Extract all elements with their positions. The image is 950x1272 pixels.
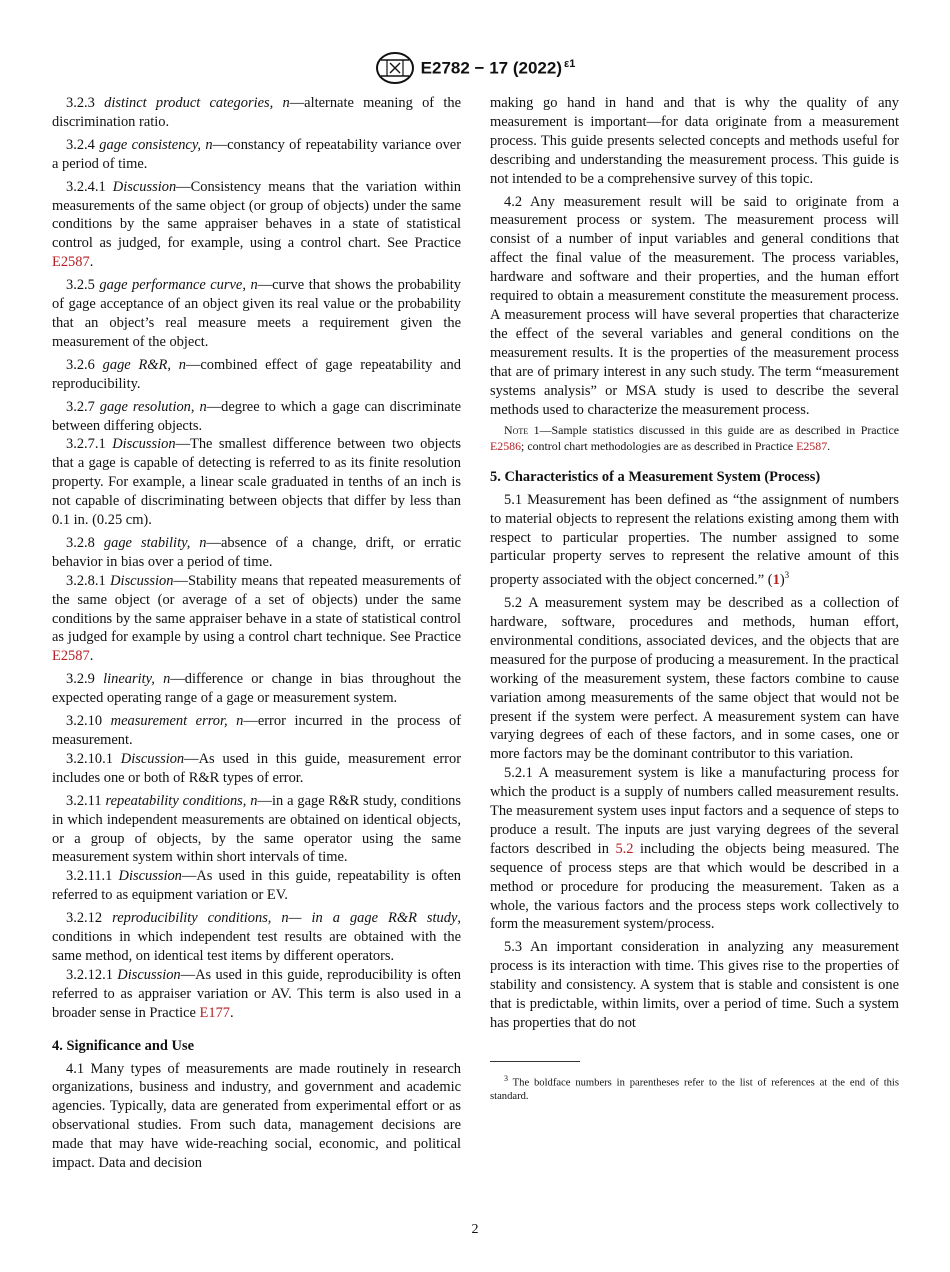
footnote-3: $^3$ The boldface numbers in parentheses refer to the list of references at the end of this standard. — [490, 1073, 899, 1103]
para-4-1: 4.1 Many types of measurements are made routinely in research organizations, business and industry, and government and academic agencies. Typically, data are generated from experimental effort or as observational studies. From such data, management decisions are made that may have wide-reaching social, economic, and political impact. Data and decision — [52, 1060, 461, 1172]
section-5-heading: 5. Characteristics of a Measurement System (Process) — [490, 468, 821, 485]
discussion-3-2-11-1: 3.2.11.1 Discussion—As used in this guide, repeatability is often referred to as equipment variation or EV. — [52, 868, 462, 904]
note-1: Note 1—Sample statistics discussed in this guide are as described in Practice E2586; control chart methodologies are as described in Practice E2587. — [490, 423, 900, 453]
ref-link[interactable]: E2587 — [52, 648, 90, 665]
right-column — [490, 94, 899, 1104]
astm-logo-icon — [375, 51, 415, 85]
def-3-2-7: 3.2.7 gage resolution, n—degree to which a gage can discriminate between differing objects. — [52, 398, 461, 434]
para-5-2-1: 5.2.1 A measurement system is like a manufacturing process for which the product is a supply of numbers called measurement results. The measurement system uses input factors and a sequence of steps to produce a result. The inputs are just varying degrees of the several factors described in 5.2 including the objects being measured. The sequence of process steps are that which would be described in a method or procedure for producing the measurement. Taken as a whole, the various factors and the process steps work collectively to form the measurement system/process. — [490, 765, 899, 933]
ref-link[interactable]: 1 — [772, 572, 780, 589]
footnote-divider — [490, 1061, 580, 1062]
def-3-2-5: 3.2.5 gage performance curve, n—curve that shows the probability of gage acceptance of an object given its real value or the probability that an object’s real measure meets a requirement given the measurement of the object. — [52, 277, 461, 350]
ref-link[interactable]: E177 — [199, 1004, 231, 1021]
ref-link[interactable]: E2586 — [490, 438, 522, 453]
page-header — [0, 50, 950, 86]
para-5-3: 5.3 An important consideration in analyzing any measurement process is its interaction with time. This gives rise to the properties of stability and consistency. A system that is stable and consistent is one that is predictable, within limits, over a period of time. Such a system has properties that do not — [490, 939, 899, 1031]
ref-link[interactable]: E2587 — [52, 254, 90, 271]
def-3-2-6: 3.2.6 gage R&R, n—combined effect of gage repeatability and reproducibility. — [52, 356, 461, 392]
para-4-2: 4.2 Any measurement result will be said to originate from a measurement process or system. The measurement process will consist of a number of input variables and general conditions that affect the final value of the measurement. The process variables, hardware and software and their properties, and the human effort required to obtain a measurement constitute the measurement process. A measurement process will have several properties that characterize the effect of the several variables and general conditions on the measurement results. It is the properties of the measurement process that are of primary interest in any such study. The term “measurement systems analysis” or MSA study is used to describe the several methods used to characterize the measurement process. — [490, 193, 899, 418]
left-column — [52, 94, 461, 1177]
def-3-2-8: 3.2.8 gage stability, n—absence of a change, drift, or erratic behavior in bias over a period of time. — [52, 534, 461, 570]
section-4-heading: 4. Significance and Use — [52, 1037, 194, 1054]
para-5-2: 5.2 A measurement system may be described as a collection of hardware, software, procedures and methods, human effort, environmental conditions, associated devices, and the objects that are measured for the purpose of producing a measurement. In the practical working of the measurement system, these factors combine to cause variation among measurements of the same object that would not be present if the system were perfect. A measurement system can have varying degrees of each of these factors, and in some cases, one or more factors may be the dominant contributor to this variation. — [490, 595, 900, 763]
document-designation: E2782 − 17 (2022) $^{\varepsilon 1}$ — [420, 57, 576, 78]
footnote-marker[interactable]: 3 — [784, 570, 790, 581]
ref-link[interactable]: E2587 — [796, 438, 828, 453]
discussion-3-2-12-1: 3.2.12.1 Discussion—As used in this guide, reproducibility is often referred to as appraiser variation or AV. This term is also used in a broader sense in Practice E177. — [52, 966, 461, 1021]
def-3-2-3: 3.2.3 distinct product categories, n—alternate meaning of the discrimination ratio. — [52, 95, 461, 130]
def-3-2-10: 3.2.10 measurement error, n—error incurred in the process of measurement. — [52, 713, 461, 748]
def-3-2-12: 3.2.12 reproducibility conditions, n— in a gage R&R study, conditions in which independent test results are obtained with the same method, on identical test items by different operators. — [52, 910, 462, 964]
discussion-3-2-10-1: 3.2.10.1 Discussion—As used in this guide, measurement error includes one or both of R&R types of error. — [52, 750, 461, 786]
para-4-1-continued: making go hand in hand and that is why the quality of any measurement is important—for data originate from a measurement process. This guide presents selected concepts and methods useful for describing and understanding the measurement process. This guide is not intended to be a comprehensive survey of this topic. — [490, 95, 899, 187]
def-3-2-11: 3.2.11 repeatability conditions, n—in a gage R&R study, conditions in which independent measurements are obtained on identical objects, or a group of objects, by the same operator using the same measurement system within short intervals of time. — [52, 792, 462, 866]
def-3-2-9: 3.2.9 linearity, n—difference or change in bias throughout the expected operating range of a gage or measurement system. — [52, 671, 462, 707]
discussion-3-2-7-1: 3.2.7.1 Discussion—The smallest difference between two objects that a gage is capable of detecting is referred to as its finite resolution property. For example, a linear scale graduated in tenths of an inch is not capable of discriminating between objects that differ by less than 0.1 in. (0.25 cm). — [52, 436, 462, 529]
ref-link[interactable]: 5.2 — [615, 840, 634, 857]
para-5-1: 5.1 Measurement has been defined as “the assignment of numbers to material objects to represent the relations existing among them with respect to particular properties. The number assigned to some particular property serves to represent the relative amount of this property associated with the object concerned.” $(1)^3$ — [490, 491, 899, 589]
discussion-3-2-4-1: 3.2.4.1 Discussion—Consistency means that the variation within measurements of the same object (or group of objects) under the same conditions by the same appraiser behaves in a state of statistical control as judged, for example, using a control chart. See Practice E2587. — [52, 178, 462, 271]
page-number: 2 — [471, 1222, 479, 1237]
discussion-3-2-8-1: 3.2.8.1 Discussion—Stability means that repeated measurements of the same object (or average of a set of objects) under the same conditions by the same appraiser behave in a state of statistical control as judged for example by using a control chart technique. See Practice E2587. — [52, 572, 461, 665]
def-3-2-4: 3.2.4 gage consistency, n—constancy of repeatability variance over a period of time. — [52, 136, 462, 172]
